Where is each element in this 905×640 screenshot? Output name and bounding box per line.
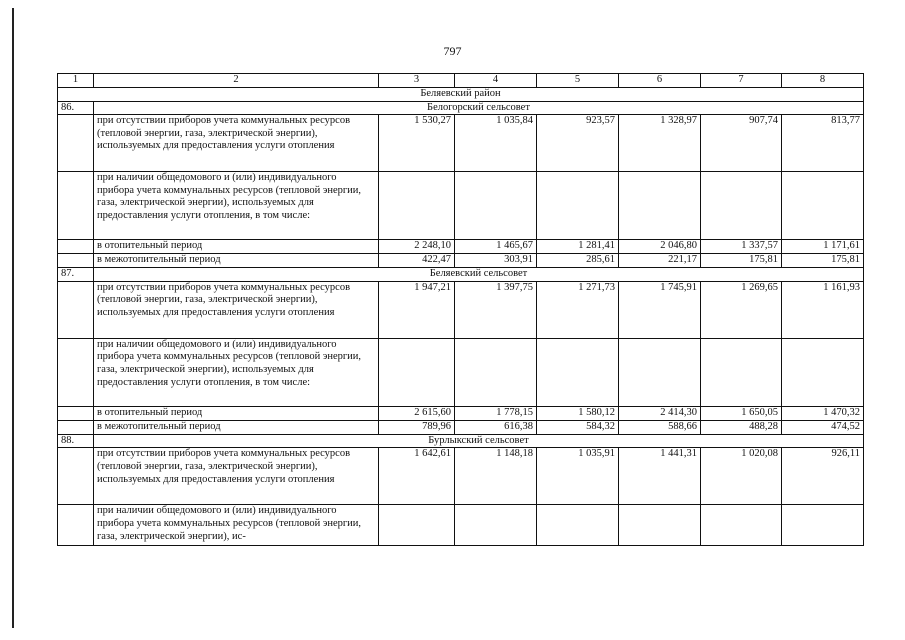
- value-cell: 1 171,61: [782, 240, 864, 254]
- value-cell: 1 530,27: [379, 115, 455, 172]
- value-cell: 2 248,10: [379, 240, 455, 254]
- value-cell: 1 778,15: [455, 406, 537, 420]
- row-description: при отсутствии приборов учета коммунальных ресурсов (тепловой энергии, газа, электрической энергии), используемых для предоставления услуги отопления: [94, 448, 379, 505]
- value-cell: 1 642,61: [379, 448, 455, 505]
- row-description: при наличии общедомового и (или) индивидуального прибора учета коммунальных ресурсов (тепловой энергии, газа, электрической энергии), используемых для предоставления услуги отопления, в том числе:: [94, 172, 379, 240]
- row-label: в отопительный период: [94, 406, 379, 420]
- row-description: при отсутствии приборов учета коммунальных ресурсов (тепловой энергии, газа, электрической энергии), используемых для предоставления услуги отопления: [94, 115, 379, 172]
- page-number: 797: [443, 44, 462, 58]
- value-cell: 175,81: [782, 254, 864, 268]
- value-cell: 926,11: [782, 448, 864, 505]
- table-row: [58, 420, 864, 434]
- column-header: 2: [94, 74, 379, 88]
- value-cell: 303,91: [455, 254, 537, 268]
- value-cell: 1 470,32: [782, 406, 864, 420]
- value-cell: 1 271,73: [537, 281, 619, 338]
- value-cell: 1 745,91: [619, 281, 701, 338]
- value-cell: 1 020,08: [701, 448, 782, 505]
- tariff-table: [57, 73, 864, 546]
- value-cell: 1 161,93: [782, 281, 864, 338]
- value-cell: 1 035,91: [537, 448, 619, 505]
- value-cell: 1 650,05: [701, 406, 782, 420]
- group-number: 88.: [58, 434, 94, 448]
- group-number: 87.: [58, 268, 94, 282]
- column-header: 1: [58, 74, 94, 88]
- group-title: Бурлыкский сельсовет: [94, 434, 864, 448]
- district-row: [58, 88, 864, 102]
- value-cell: 616,38: [455, 420, 537, 434]
- value-cell: 1 035,84: [455, 115, 537, 172]
- value-cell: 1 269,65: [701, 281, 782, 338]
- value-cell: 1 281,41: [537, 240, 619, 254]
- value-cell: 1 947,21: [379, 281, 455, 338]
- table-row: [58, 115, 864, 172]
- table-row: [58, 406, 864, 420]
- value-cell: 789,96: [379, 420, 455, 434]
- value-cell: 1 337,57: [701, 240, 782, 254]
- group-header-row: [58, 268, 864, 282]
- value-cell: 422,47: [379, 254, 455, 268]
- value-cell: 588,66: [619, 420, 701, 434]
- value-cell: 1 441,31: [619, 448, 701, 505]
- value-cell: 1 397,75: [455, 281, 537, 338]
- value-cell: 1 465,67: [455, 240, 537, 254]
- value-cell: 2 615,60: [379, 406, 455, 420]
- value-cell: 488,28: [701, 420, 782, 434]
- row-label: в межотопительный период: [94, 420, 379, 434]
- group-number: 86.: [58, 101, 94, 115]
- row-description: при наличии общедомового и (или) индивидуального прибора учета коммунальных ресурсов (тепловой энергии, газа, электрической энергии), ис-: [94, 505, 379, 546]
- value-cell: 584,32: [537, 420, 619, 434]
- column-number-row: [58, 74, 864, 88]
- group-header-row: [58, 101, 864, 115]
- row-label: в отопительный период: [94, 240, 379, 254]
- table-row: [58, 505, 864, 546]
- value-cell: 923,57: [537, 115, 619, 172]
- row-description: при отсутствии приборов учета коммунальных ресурсов (тепловой энергии, газа, электрической энергии), используемых для предоставления услуги отопления: [94, 281, 379, 338]
- table-row: [58, 240, 864, 254]
- value-cell: 285,61: [537, 254, 619, 268]
- row-description: при наличии общедомового и (или) индивидуального прибора учета коммунальных ресурсов (тепловой энергии, газа, электрической энергии), используемых для предоставления услуги отопления, в том числе:: [94, 338, 379, 406]
- value-cell: 221,17: [619, 254, 701, 268]
- scan-edge-line: [12, 8, 14, 628]
- group-title: Беляевский сельсовет: [94, 268, 864, 282]
- table-row: [58, 338, 864, 406]
- value-cell: 2 046,80: [619, 240, 701, 254]
- column-header: 4: [455, 74, 537, 88]
- district-title: Беляевский район: [58, 88, 864, 102]
- column-header: 6: [619, 74, 701, 88]
- value-cell: 1 580,12: [537, 406, 619, 420]
- table-row: [58, 172, 864, 240]
- value-cell: 813,77: [782, 115, 864, 172]
- table-row: [58, 254, 864, 268]
- value-cell: 474,52: [782, 420, 864, 434]
- group-title: Белогорский сельсовет: [94, 101, 864, 115]
- value-cell: 907,74: [701, 115, 782, 172]
- value-cell: 1 328,97: [619, 115, 701, 172]
- column-header: 7: [701, 74, 782, 88]
- column-header: 3: [379, 74, 455, 88]
- table-row: [58, 281, 864, 338]
- group-header-row: [58, 434, 864, 448]
- row-label: в межотопительный период: [94, 254, 379, 268]
- value-cell: 175,81: [701, 254, 782, 268]
- column-header: 8: [782, 74, 864, 88]
- value-cell: 1 148,18: [455, 448, 537, 505]
- column-header: 5: [537, 74, 619, 88]
- value-cell: 2 414,30: [619, 406, 701, 420]
- table-row: [58, 448, 864, 505]
